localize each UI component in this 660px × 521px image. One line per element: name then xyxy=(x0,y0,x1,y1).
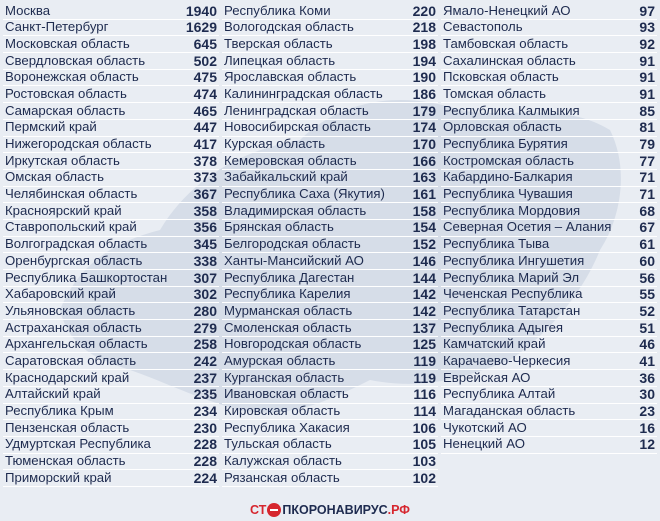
case-count: 91 xyxy=(639,69,655,86)
case-count: 142 xyxy=(412,302,436,319)
table-row xyxy=(3,420,219,437)
region-name: Курганская область xyxy=(224,369,345,385)
region-name: Томская область xyxy=(443,85,547,101)
table-row xyxy=(222,337,438,354)
table-row xyxy=(3,470,219,487)
case-count: 345 xyxy=(193,236,217,253)
case-count: 645 xyxy=(193,35,217,52)
table-row xyxy=(222,170,438,187)
table-row xyxy=(3,320,219,337)
case-count: 307 xyxy=(193,269,217,286)
case-count: 166 xyxy=(412,152,436,169)
region-name: Мурманская область xyxy=(224,302,353,318)
region-name: Волгоградская область xyxy=(5,236,148,252)
case-count: 71 xyxy=(639,169,655,186)
region-name: Удмуртская Республика xyxy=(5,436,151,452)
table-row xyxy=(222,36,438,53)
column-2 xyxy=(222,3,438,487)
region-name: Липецкая область xyxy=(224,52,336,68)
region-name: Новгородская область xyxy=(224,336,362,352)
region-name: Белгородская область xyxy=(224,236,361,252)
region-name: Оренбургская область xyxy=(5,252,143,268)
region-name: Республика Тыва xyxy=(443,236,550,252)
table-row xyxy=(222,237,438,254)
table-row xyxy=(3,20,219,37)
case-count: 51 xyxy=(639,319,655,336)
case-count: 235 xyxy=(193,386,217,403)
region-name: Ненецкий АО xyxy=(443,436,525,452)
table-row xyxy=(222,420,438,437)
table-row xyxy=(222,103,438,120)
table-row xyxy=(441,253,657,270)
table-row xyxy=(441,303,657,320)
case-count: 52 xyxy=(639,302,655,319)
column-3 xyxy=(441,3,657,487)
region-name: Республика Башкортостан xyxy=(5,269,168,285)
case-count: 102 xyxy=(412,469,436,486)
table-row xyxy=(3,70,219,87)
table-row xyxy=(222,270,438,287)
logo-domain: .РФ xyxy=(387,503,410,517)
region-name: Алтайский край xyxy=(5,386,101,402)
table-row xyxy=(3,36,219,53)
table-row xyxy=(222,20,438,37)
table-row xyxy=(222,470,438,487)
case-count: 71 xyxy=(639,186,655,203)
column-1 xyxy=(3,3,219,487)
region-name: Кабардино-Балкария xyxy=(443,169,573,185)
case-count: 378 xyxy=(193,152,217,169)
region-name: Северная Осетия – Алания xyxy=(443,219,612,235)
table-row xyxy=(441,103,657,120)
table-row xyxy=(222,203,438,220)
region-name: Воронежская область xyxy=(5,69,139,85)
table-row xyxy=(3,153,219,170)
case-count: 230 xyxy=(193,419,217,436)
table-row xyxy=(441,170,657,187)
case-count: 77 xyxy=(639,152,655,169)
table-row xyxy=(441,220,657,237)
table-row xyxy=(441,203,657,220)
region-name: Саратовская область xyxy=(5,352,137,368)
region-name: Республика Калмыкия xyxy=(443,102,580,118)
case-count: 119 xyxy=(413,369,436,386)
table-row xyxy=(3,454,219,471)
table-row xyxy=(3,3,219,20)
region-name: Ивановская область xyxy=(224,386,349,402)
case-count: 417 xyxy=(193,136,217,152)
region-name: Тверская область xyxy=(224,35,333,51)
case-count: 68 xyxy=(639,202,655,219)
case-count: 338 xyxy=(193,252,217,269)
table-row xyxy=(441,153,657,170)
table-row xyxy=(441,337,657,354)
table-row xyxy=(222,437,438,454)
table-row xyxy=(441,387,657,404)
case-count: 30 xyxy=(639,386,655,403)
case-count: 1629 xyxy=(185,19,217,36)
region-name: Москва xyxy=(5,2,51,18)
footer-logo xyxy=(0,503,660,517)
table-row xyxy=(3,370,219,387)
region-name: Карачаево-Черкесия xyxy=(443,352,571,368)
region-name: Тамбовская область xyxy=(443,35,569,51)
region-name: Тюменская область xyxy=(5,453,126,469)
region-name: Иркутская область xyxy=(5,152,120,168)
region-name: Ханты-Мансийский АО xyxy=(224,252,364,268)
case-count: 367 xyxy=(193,186,217,203)
table-row xyxy=(3,287,219,304)
region-name: Санкт-Петербург xyxy=(5,19,109,35)
table-row xyxy=(222,353,438,370)
table-row xyxy=(222,303,438,320)
table-row xyxy=(3,437,219,454)
table-row xyxy=(222,3,438,20)
case-count: 93 xyxy=(639,19,655,36)
table-row xyxy=(222,53,438,70)
table-row xyxy=(441,270,657,287)
region-name: Московская область xyxy=(5,35,130,51)
case-count: 92 xyxy=(639,35,655,52)
case-count: 228 xyxy=(193,436,217,453)
table-row xyxy=(3,203,219,220)
table-row xyxy=(3,404,219,421)
region-name: Калининградская область xyxy=(224,85,383,101)
table-row xyxy=(441,36,657,53)
case-count: 81 xyxy=(639,119,655,136)
case-count: 228 xyxy=(193,453,217,470)
table-row xyxy=(222,404,438,421)
table-row xyxy=(222,137,438,154)
case-count: 97 xyxy=(639,2,655,19)
table-row xyxy=(441,237,657,254)
case-count: 116 xyxy=(413,386,436,403)
region-name: Севастополь xyxy=(443,19,523,35)
case-count: 91 xyxy=(639,52,655,69)
region-name: Камчатский край xyxy=(443,336,546,352)
table-row xyxy=(441,187,657,204)
case-count: 174 xyxy=(412,119,436,136)
table-row xyxy=(222,220,438,237)
table-row xyxy=(441,404,657,421)
table-row xyxy=(3,170,219,187)
region-name: Амурская область xyxy=(224,352,336,368)
table-row xyxy=(3,53,219,70)
case-count: 358 xyxy=(193,202,217,219)
table-row xyxy=(441,437,657,454)
region-name: Вологодская область xyxy=(224,19,354,35)
case-count: 356 xyxy=(193,219,217,236)
table-row xyxy=(222,454,438,471)
region-name: Республика Саха (Якутия) xyxy=(224,186,385,202)
region-name: Омская область xyxy=(5,169,104,185)
case-count: 114 xyxy=(413,403,436,419)
case-count: 79 xyxy=(639,136,655,152)
table-row xyxy=(441,353,657,370)
region-name: Хабаровский край xyxy=(5,286,116,302)
case-count: 280 xyxy=(193,302,217,319)
table-row xyxy=(441,120,657,137)
case-count: 85 xyxy=(639,102,655,119)
region-name: Приморский край xyxy=(5,469,112,485)
case-count: 194 xyxy=(412,52,436,69)
case-count: 144 xyxy=(412,269,436,286)
region-name: Республика Марий Эл xyxy=(443,269,580,285)
table-row xyxy=(222,86,438,103)
region-name: Брянская область xyxy=(224,219,334,235)
region-name: Республика Чувашия xyxy=(443,186,573,202)
case-count: 373 xyxy=(193,169,217,186)
region-name: Республика Крым xyxy=(5,403,114,418)
case-count: 67 xyxy=(639,219,655,236)
table-row xyxy=(3,120,219,137)
case-count: 218 xyxy=(412,19,436,36)
region-name: Пермский край xyxy=(5,119,97,135)
region-name: Магаданская область xyxy=(443,403,576,418)
case-count: 56 xyxy=(639,269,655,286)
case-count: 474 xyxy=(193,85,217,102)
table-row xyxy=(441,53,657,70)
region-name: Краснодарский край xyxy=(5,369,130,385)
region-name: Красноярский край xyxy=(5,202,122,218)
region-name: Самарская область xyxy=(5,102,126,118)
case-count: 234 xyxy=(193,403,217,419)
region-name: Ульяновская область xyxy=(5,302,136,318)
region-name: Сахалинская область xyxy=(443,52,576,68)
case-count: 220 xyxy=(412,2,436,19)
region-name: Нижегородская область xyxy=(5,136,152,151)
case-count: 179 xyxy=(412,102,436,119)
table-row xyxy=(222,287,438,304)
table-row xyxy=(441,370,657,387)
case-count: 125 xyxy=(412,336,436,353)
region-name: Ямало-Ненецкий АО xyxy=(443,2,571,18)
table-row xyxy=(3,387,219,404)
table-row xyxy=(441,86,657,103)
case-count: 475 xyxy=(193,69,217,86)
region-name: Владимирская область xyxy=(224,202,367,218)
region-name: Костромская область xyxy=(443,152,575,168)
table-row xyxy=(3,137,219,154)
region-name: Республика Алтай xyxy=(443,386,556,402)
case-count: 103 xyxy=(412,453,436,470)
case-count: 41 xyxy=(639,352,655,369)
table-row xyxy=(3,337,219,354)
case-count: 46 xyxy=(639,336,655,353)
region-name: Калужская область xyxy=(224,453,342,469)
case-count: 23 xyxy=(639,403,655,419)
region-name: Астраханская область xyxy=(5,319,142,335)
region-name: Кировская область xyxy=(224,403,341,418)
case-count: 55 xyxy=(639,286,655,303)
region-name: Челябинская область xyxy=(5,186,138,202)
table-row xyxy=(3,303,219,320)
table-row xyxy=(3,103,219,120)
case-count: 163 xyxy=(412,169,436,186)
region-name: Республика Адыгея xyxy=(443,319,564,335)
region-name: Забайкальский край xyxy=(224,169,348,185)
case-count: 302 xyxy=(193,286,217,303)
table-row xyxy=(441,320,657,337)
region-name: Республика Татарстан xyxy=(443,302,581,318)
region-name: Ленинградская область xyxy=(224,102,369,118)
region-name: Республика Мордовия xyxy=(443,202,581,218)
case-count: 12 xyxy=(639,436,655,453)
region-name: Новосибирская область xyxy=(224,119,371,135)
case-count: 242 xyxy=(193,352,217,369)
region-name: Республика Хакасия xyxy=(224,419,350,435)
case-count: 279 xyxy=(193,319,217,336)
table-row xyxy=(222,153,438,170)
region-name: Орловская область xyxy=(443,119,562,135)
case-count: 447 xyxy=(193,119,217,136)
case-count: 61 xyxy=(639,236,655,253)
table-row xyxy=(3,187,219,204)
case-count: 190 xyxy=(412,69,436,86)
case-count: 152 xyxy=(412,236,436,253)
region-name: Чеченская Республика xyxy=(443,286,583,302)
region-name: Архангельская область xyxy=(5,336,148,352)
table-row xyxy=(3,237,219,254)
case-count: 258 xyxy=(193,336,217,353)
regions-table xyxy=(3,3,657,487)
region-name: Пензенская область xyxy=(5,419,130,435)
region-name: Смоленская область xyxy=(224,319,352,335)
table-row xyxy=(222,120,438,137)
case-count: 142 xyxy=(412,286,436,303)
case-count: 170 xyxy=(412,136,436,152)
case-count: 502 xyxy=(193,52,217,69)
table-row xyxy=(222,320,438,337)
region-name: Свердловская область xyxy=(5,52,146,68)
case-count: 237 xyxy=(193,369,217,386)
case-count: 1940 xyxy=(185,2,217,19)
region-name: Ростовская область xyxy=(5,85,127,101)
region-name: Псковская область xyxy=(443,69,559,85)
logo-text-right: ПКОРОНАВИРУС xyxy=(282,503,388,517)
region-name: Республика Дагестан xyxy=(224,269,355,285)
region-name: Ставропольский край xyxy=(5,219,137,235)
table-row xyxy=(441,3,657,20)
region-name: Курская область xyxy=(224,136,326,151)
case-count: 106 xyxy=(412,419,436,436)
case-count: 105 xyxy=(412,436,436,453)
region-name: Чукотский АО xyxy=(443,419,527,435)
case-count: 16 xyxy=(639,419,655,436)
case-count: 158 xyxy=(412,202,436,219)
region-name: Республика Карелия xyxy=(224,286,351,302)
region-name: Кемеровская область xyxy=(224,152,357,168)
case-count: 60 xyxy=(639,252,655,269)
table-row xyxy=(222,253,438,270)
table-row xyxy=(222,70,438,87)
table-row xyxy=(441,287,657,304)
table-row xyxy=(3,270,219,287)
region-name: Республика Коми xyxy=(224,2,331,18)
stop-sign-icon xyxy=(267,503,281,517)
table-row xyxy=(3,220,219,237)
table-row xyxy=(222,387,438,404)
table-row xyxy=(3,253,219,270)
table-row xyxy=(3,353,219,370)
table-row xyxy=(222,187,438,204)
region-name: Ярославская область xyxy=(224,69,357,85)
case-count: 198 xyxy=(412,35,436,52)
case-count: 146 xyxy=(412,252,436,269)
table-row xyxy=(222,370,438,387)
case-count: 36 xyxy=(639,369,655,386)
case-count: 119 xyxy=(413,352,436,369)
region-name: Рязанская область xyxy=(224,469,340,485)
case-count: 465 xyxy=(193,102,217,119)
table-row xyxy=(441,20,657,37)
case-count: 154 xyxy=(412,219,436,236)
table-row xyxy=(441,70,657,87)
region-name: Еврейская АО xyxy=(443,369,531,385)
case-count: 137 xyxy=(412,319,436,336)
region-name: Республика Бурятия xyxy=(443,136,568,151)
case-count: 186 xyxy=(412,85,436,102)
case-count: 224 xyxy=(193,469,217,486)
case-count: 161 xyxy=(412,186,436,203)
logo-text-left: СТ xyxy=(250,503,267,517)
table-row xyxy=(441,137,657,154)
region-name: Тульская область xyxy=(224,436,332,452)
table-row xyxy=(3,86,219,103)
region-name: Республика Ингушетия xyxy=(443,252,585,268)
table-row xyxy=(441,420,657,437)
case-count: 91 xyxy=(639,85,655,102)
